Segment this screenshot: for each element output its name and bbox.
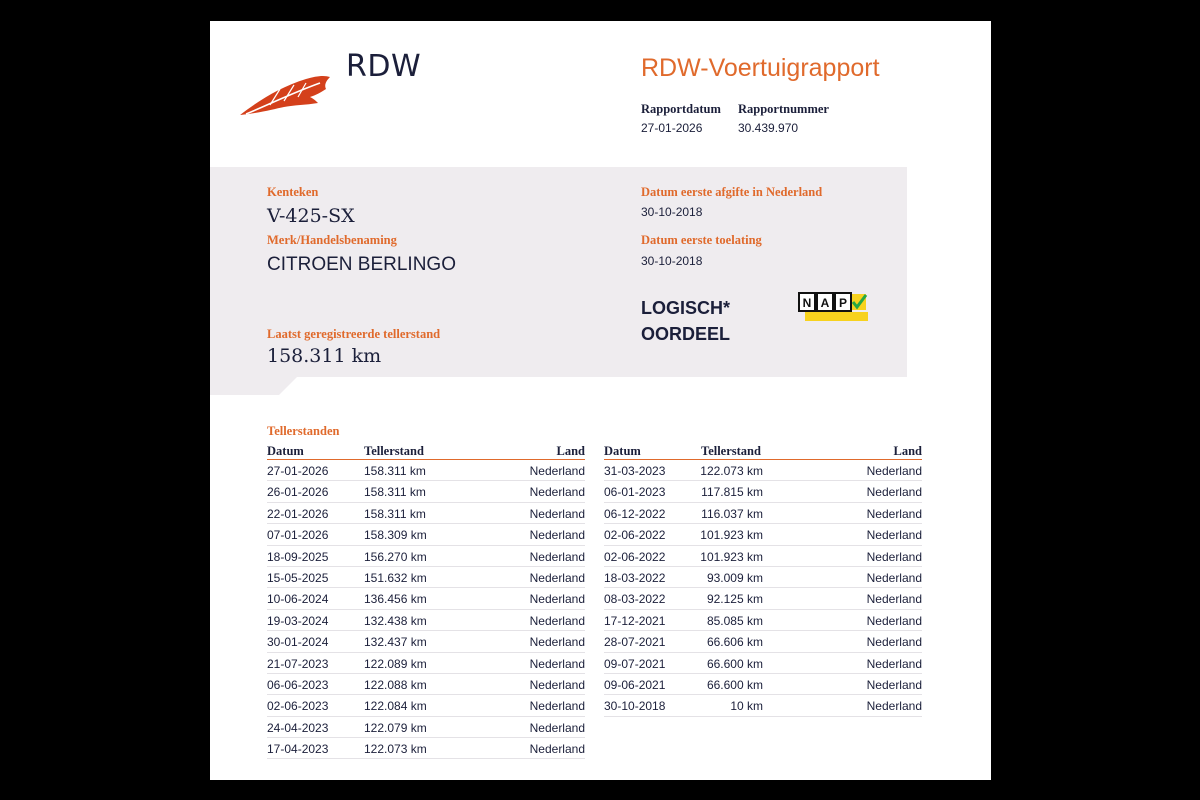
cell-tellerstand: 85.085 km [706, 613, 763, 628]
cell-tellerstand: 122.089 km [364, 656, 427, 671]
cell-tellerstand: 136.456 km [364, 592, 427, 607]
cell-datum: 02-06-2023 [267, 699, 329, 714]
vehicle-info-panel [210, 167, 907, 377]
cell-land: Nederland [866, 464, 922, 478]
cell-land: Nederland [866, 699, 922, 714]
tellerstand-value: 158.311 km [267, 345, 382, 367]
panel-notch-shape [210, 377, 297, 395]
cell-land: Nederland [529, 464, 585, 478]
rapportdatum-label: Rapportdatum [641, 102, 721, 116]
cell-tellerstand: 132.438 km [364, 613, 427, 628]
cell-datum: 02-06-2022 [604, 549, 666, 564]
rdw-logo-icon [240, 67, 332, 119]
cell-tellerstand: 122.079 km [364, 720, 427, 735]
table-row [604, 653, 922, 674]
cell-tellerstand: 158.311 km [364, 464, 426, 478]
table-row [267, 695, 585, 716]
cell-datum: 18-03-2022 [604, 570, 666, 585]
table-row [604, 610, 922, 631]
header-land: Land [556, 444, 585, 458]
merk-value: CITROEN BERLINGO [267, 254, 456, 275]
cell-tellerstand: 116.037 km [701, 506, 763, 521]
cell-land: Nederland [866, 506, 922, 521]
table-row [267, 567, 585, 588]
cell-land: Nederland [866, 613, 922, 628]
rapportnummer-label: Rapportnummer [738, 102, 829, 116]
cell-datum: 10-06-2024 [267, 592, 329, 607]
cell-datum: 30-10-2018 [604, 699, 666, 714]
oordeel-line-1: LOGISCH* [641, 298, 731, 318]
cell-tellerstand: 92.125 km [706, 592, 763, 607]
oordeel-text [641, 295, 730, 347]
cell-land: Nederland [866, 656, 922, 671]
cell-land: Nederland [529, 485, 585, 500]
table-row [267, 588, 585, 609]
header-land: Land [893, 444, 922, 458]
tellerstanden-table-right [604, 443, 922, 717]
cell-tellerstand: 158.309 km [364, 528, 427, 543]
cell-datum: 21-07-2023 [267, 656, 329, 671]
cell-datum: 06-12-2022 [604, 506, 666, 521]
cell-land: Nederland [866, 485, 922, 500]
cell-land: Nederland [866, 570, 922, 585]
cell-tellerstand: 93.009 km [706, 570, 763, 585]
tellerstanden-table-left [267, 443, 585, 759]
cell-datum: 15-05-2025 [267, 570, 329, 585]
nap-logo-icon [798, 292, 870, 322]
table-row [267, 653, 585, 674]
table-row [604, 588, 922, 609]
cell-land: Nederland [529, 742, 585, 757]
table-row [604, 695, 922, 716]
cell-datum: 08-03-2022 [604, 592, 666, 607]
cell-tellerstand: 122.073 km [700, 464, 763, 478]
table-row [267, 717, 585, 738]
afgifte-label: Datum eerste afgifte in Nederland [641, 185, 823, 199]
table-row [267, 503, 585, 524]
table-row [267, 546, 585, 567]
tellerstanden-title: Tellerstanden [267, 424, 340, 438]
header-datum: Datum [604, 444, 641, 458]
cell-datum: 18-09-2025 [267, 549, 329, 564]
toelating-value: 30-10-2018 [641, 254, 703, 268]
cell-land: Nederland [529, 570, 585, 585]
table-row [604, 567, 922, 588]
cell-tellerstand: 66.600 km [706, 677, 763, 692]
table-row [267, 674, 585, 695]
header-tellerstand: Tellerstand [701, 444, 761, 458]
cell-datum: 06-06-2023 [267, 677, 329, 692]
tellerstand-label: Laatst geregistreerde tellerstand [267, 327, 441, 341]
nap-letter-p: P [838, 296, 848, 310]
cell-datum: 09-07-2021 [604, 656, 666, 671]
nap-letter-a: A [820, 296, 830, 310]
cell-tellerstand: 122.073 km [364, 742, 427, 757]
cell-datum: 19-03-2024 [267, 613, 329, 628]
cell-datum: 09-06-2021 [604, 677, 666, 692]
cell-land: Nederland [529, 720, 585, 735]
table-row [604, 674, 922, 695]
cell-land: Nederland [529, 635, 585, 650]
brand-name: RDW [346, 49, 422, 84]
cell-tellerstand: 151.632 km [364, 570, 427, 585]
report-page [210, 21, 991, 780]
cell-datum: 06-01-2023 [604, 485, 666, 500]
afgifte-value: 30-10-2018 [641, 205, 703, 219]
table-row [604, 546, 922, 567]
cell-tellerstand: 122.084 km [364, 699, 427, 714]
report-title: RDW-Voertuigrapport [641, 54, 880, 82]
table-row [267, 460, 585, 481]
table-row [604, 524, 922, 545]
oordeel-line-2: OORDEEL [641, 324, 731, 344]
cell-land: Nederland [866, 592, 922, 607]
cell-land: Nederland [529, 549, 585, 564]
cell-tellerstand: 117.815 km [701, 485, 763, 500]
cell-datum: 30-01-2024 [267, 635, 329, 650]
table-row [604, 460, 922, 481]
cell-land: Nederland [866, 635, 922, 650]
header-datum: Datum [267, 444, 304, 458]
cell-land: Nederland [529, 656, 585, 671]
cell-land: Nederland [529, 528, 585, 543]
table-row [267, 738, 585, 759]
cell-tellerstand: 10 km [730, 699, 763, 714]
cell-datum: 02-06-2022 [604, 528, 666, 543]
cell-tellerstand: 158.311 km [364, 506, 426, 521]
cell-datum: 22-01-2026 [267, 506, 329, 521]
table-row [267, 524, 585, 545]
cell-land: Nederland [866, 677, 922, 692]
table-row [604, 481, 922, 502]
cell-datum: 26-01-2026 [267, 485, 329, 500]
table-body [267, 460, 585, 759]
cell-datum: 24-04-2023 [267, 720, 329, 735]
header-tellerstand: Tellerstand [364, 444, 424, 458]
table-row [267, 610, 585, 631]
table-row [267, 481, 585, 502]
cell-land: Nederland [866, 549, 922, 564]
cell-tellerstand: 156.270 km [364, 549, 427, 564]
cell-tellerstand: 66.606 km [706, 635, 763, 650]
cell-tellerstand: 158.311 km [364, 485, 426, 500]
cell-datum: 07-01-2026 [267, 528, 329, 543]
table-row [267, 631, 585, 652]
table-header [604, 443, 922, 460]
cell-datum: 27-01-2026 [267, 464, 329, 478]
cell-land: Nederland [529, 613, 585, 628]
cell-land: Nederland [529, 506, 585, 521]
cell-land: Nederland [866, 528, 922, 543]
nap-letter-n: N [802, 296, 812, 310]
table-row [604, 503, 922, 524]
toelating-label: Datum eerste toelating [641, 233, 762, 247]
cell-land: Nederland [529, 677, 585, 692]
table-body [604, 460, 922, 717]
cell-land: Nederland [529, 699, 585, 714]
kenteken-label: Kenteken [267, 185, 319, 199]
table-header [267, 443, 585, 460]
cell-datum: 17-04-2023 [267, 742, 329, 757]
cell-land: Nederland [529, 592, 585, 607]
kenteken-value: V-425-SX [267, 205, 355, 227]
merk-label: Merk/Handelsbenaming [267, 233, 397, 247]
rapportnummer-value: 30.439.970 [738, 121, 799, 135]
rapportdatum-value: 27-01-2026 [641, 121, 703, 135]
table-row [604, 631, 922, 652]
cell-tellerstand: 101.923 km [700, 528, 763, 543]
cell-datum: 31-03-2023 [604, 464, 666, 478]
cell-datum: 17-12-2021 [604, 613, 666, 628]
cell-tellerstand: 66.600 km [706, 656, 763, 671]
cell-datum: 28-07-2021 [604, 635, 666, 650]
cell-tellerstand: 122.088 km [364, 677, 427, 692]
cell-tellerstand: 101.923 km [700, 549, 763, 564]
cell-tellerstand: 132.437 km [364, 635, 427, 650]
